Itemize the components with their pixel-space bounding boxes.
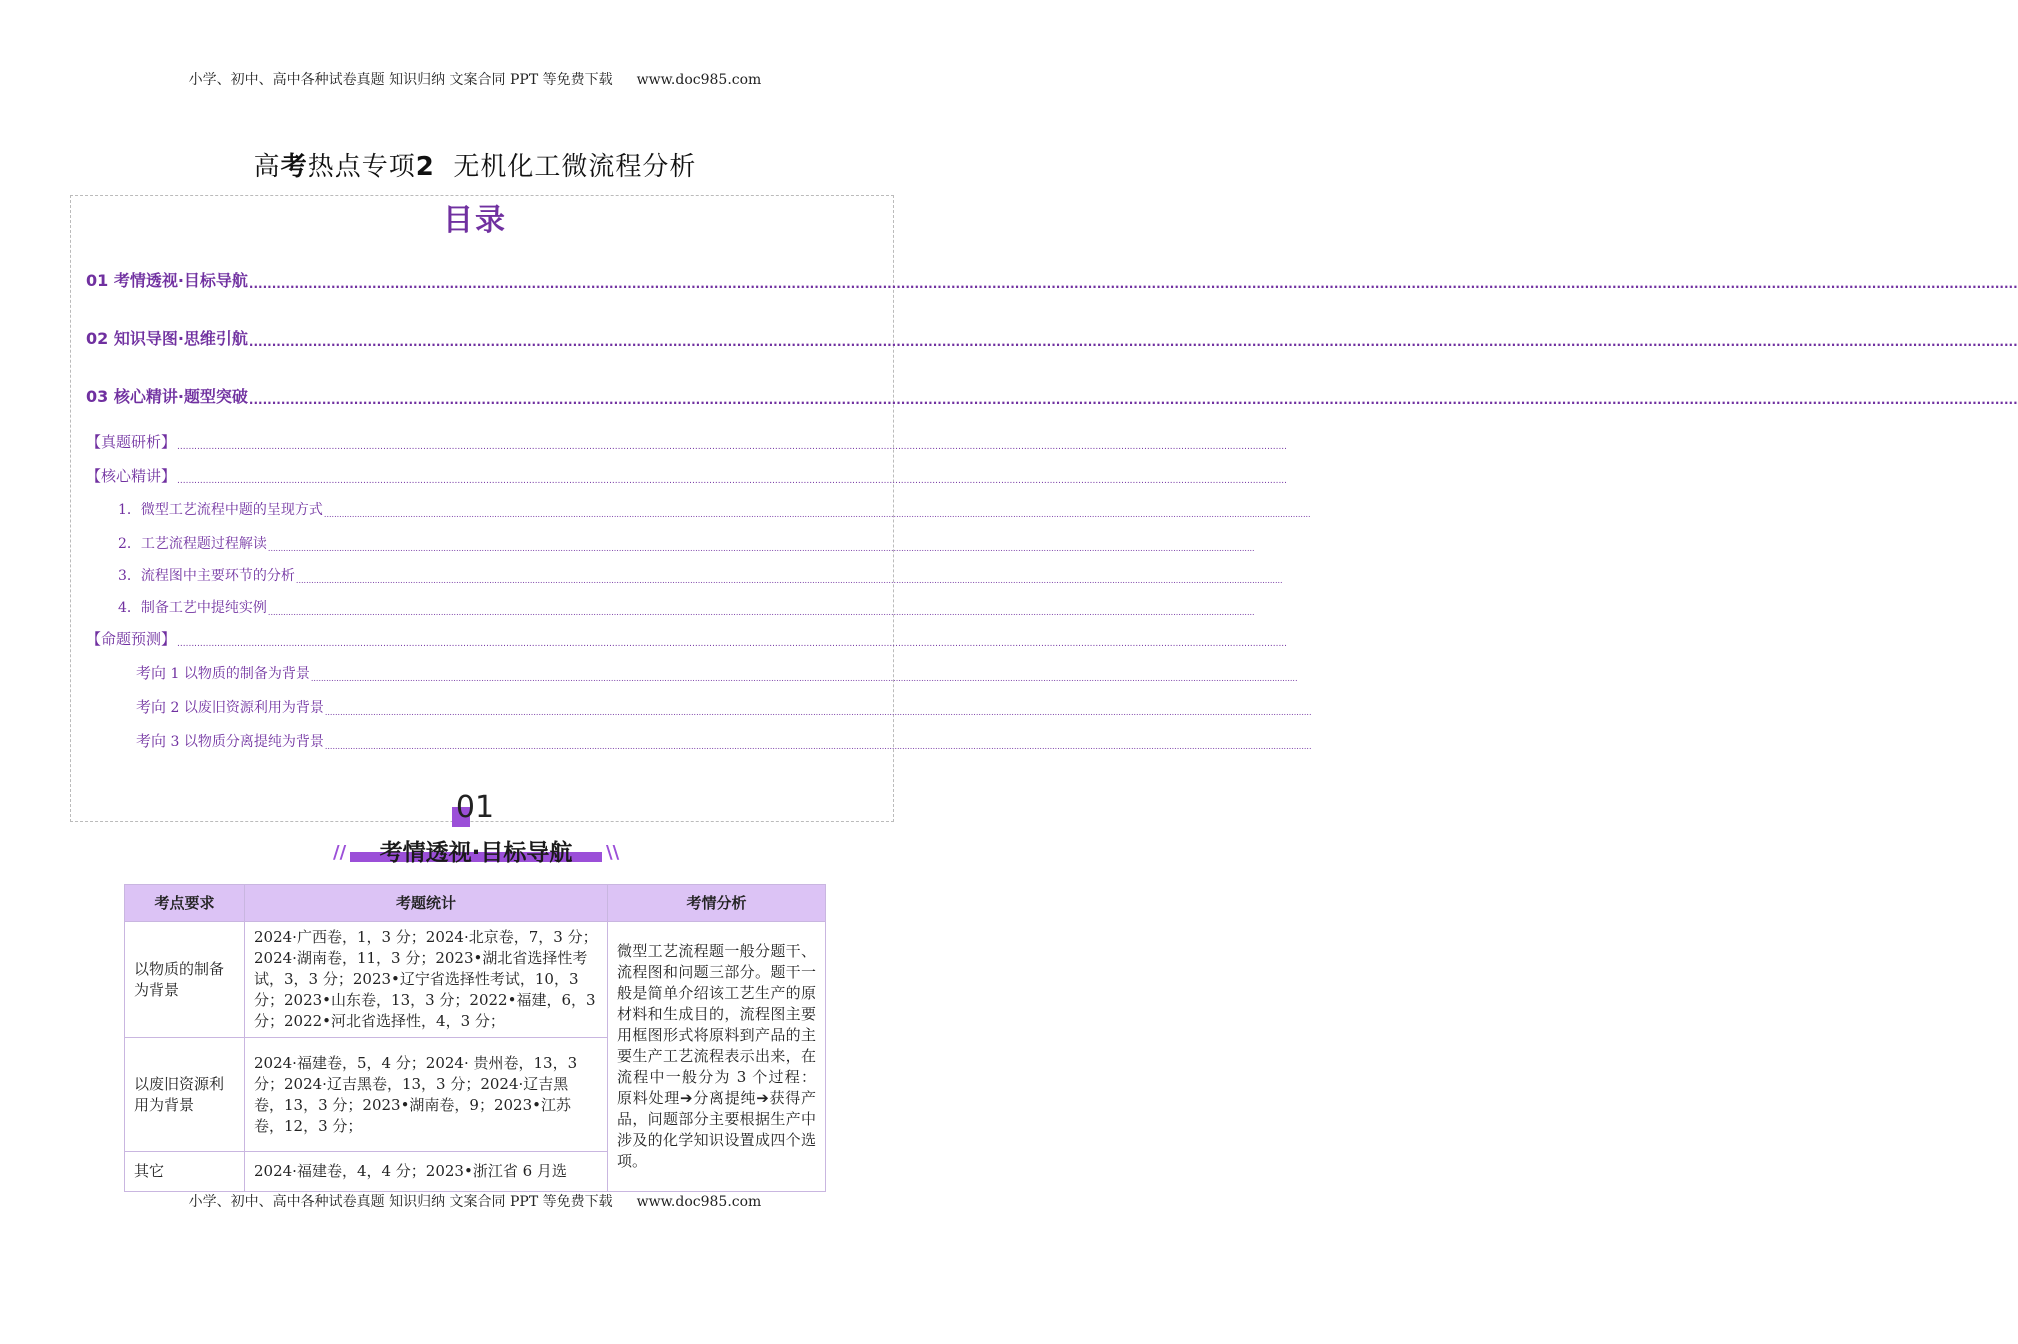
- footer-text: 小学、初中、高中各种试卷真题 知识归纳 文案合同 PPT 等免费下载: [188, 1194, 613, 1210]
- toc-item-label: 1．微型工艺流程中题的呈现方式: [118, 502, 323, 518]
- column-header: 考题统计: [245, 885, 608, 922]
- toc-item-prefix: 考向: [136, 732, 167, 750]
- page-header: [0, 69, 950, 89]
- title-number: 2: [415, 152, 435, 182]
- toc-item-level2[interactable]: [86, 465, 1288, 486]
- title-part: 无机化工微流程分析: [434, 152, 697, 182]
- toc-item-label: 4．制备工艺中提纯实例: [118, 600, 267, 616]
- toc-leader: ....................................................................................................................................................................................................................................................................................................................................................................................................: [324, 742, 1312, 751]
- exam-point-cell: 其它: [125, 1152, 245, 1192]
- toc-leader: ....................................................................................................................................................................................................................................................................................................................................................................................................: [177, 442, 1288, 452]
- toc-item-level2[interactable]: [86, 628, 1288, 649]
- exam-stats-cell: 2024·广西卷，1，3 分；2024·北京卷，7，3 分；2024·湖南卷，11，3 分；2023•湖北省选择性考试，3，3 分；2023•辽宁省选择性考试，10，3 分；2023•山东卷，13，3 分；2022•福建，6，3 分；2022•河北省选择性，4，3 分；: [245, 922, 608, 1038]
- toc-leader: ....................................................................................................................................................................................................................................................................................................................................................................................................: [323, 510, 1311, 519]
- toc-leader: ....................................................................................................................................................................................................................................................................................................................................................................................................: [177, 639, 1288, 649]
- toc-item-level1[interactable]: [86, 268, 2018, 291]
- title-part: 热点专项: [307, 152, 416, 182]
- toc-item-label: 1 以物质的制备为背景: [166, 666, 310, 682]
- toc-leader: ....................................................................................................................................................................................................................................................................................................................................................................................................: [267, 544, 1255, 553]
- table-header-row: [125, 885, 826, 922]
- toc-leader: ....................................................................................................................................................................................................................................................................................................................................................................................................: [248, 277, 2018, 291]
- toc-leader: ....................................................................................................................................................................................................................................................................................................................................................................................................: [248, 335, 2018, 349]
- toc-item-level3[interactable]: [136, 662, 1298, 683]
- title-bold-part: 考: [280, 152, 308, 182]
- toc-item-level3[interactable]: [136, 730, 1312, 751]
- exam-point-cell: 以物质的制备为背景: [125, 922, 245, 1038]
- section-title: 考情透视·目标导航: [379, 840, 573, 866]
- table-row: [125, 922, 826, 1038]
- toc-item-label: 【真题研析】: [86, 433, 177, 451]
- toc-item-level1[interactable]: [86, 384, 2018, 407]
- toc-item-label: 3．流程图中主要环节的分析: [118, 568, 295, 584]
- toc-leader: ....................................................................................................................................................................................................................................................................................................................................................................................................: [177, 476, 1288, 486]
- toc-leader: ....................................................................................................................................................................................................................................................................................................................................................................................................: [248, 393, 2018, 407]
- column-header: 考点要求: [125, 885, 245, 922]
- toc-heading: 目录: [443, 203, 507, 238]
- toc-leader: ....................................................................................................................................................................................................................................................................................................................................................................................................: [324, 708, 1312, 717]
- column-header: 考情分析: [608, 885, 826, 922]
- toc-item-level3[interactable]: [136, 696, 1312, 717]
- toc-item-level2[interactable]: [86, 431, 1288, 452]
- exam-stats-cell: 2024·福建卷，5，4 分；2024· 贵州卷，13，3 分；2024·辽吉黑卷，13，3 分；2024·辽吉黑卷，13，3 分；2023•湖南卷，9；2023•江苏卷，12，3 分；: [245, 1038, 608, 1152]
- toc-item-level3[interactable]: [118, 565, 1283, 585]
- banner-slash-right-icon: \\: [606, 842, 620, 863]
- toc-item-label: 2 以废旧资源利用为背景: [166, 700, 324, 716]
- toc-item-label: 2．工艺流程题过程解读: [118, 536, 267, 552]
- toc-leader: ....................................................................................................................................................................................................................................................................................................................................................................................................: [310, 674, 1298, 683]
- toc-item-prefix: 考向: [136, 664, 167, 682]
- footer-url[interactable]: www.doc985.com: [636, 1194, 762, 1210]
- toc-item-label: 【核心精讲】: [86, 467, 177, 485]
- toc-item-label: 02 知识导图·思维引航: [86, 329, 248, 348]
- section-banner: [350, 834, 602, 864]
- header-text: 小学、初中、高中各种试卷真题 知识归纳 文案合同 PPT 等免费下载: [188, 72, 613, 88]
- toc-item-level3[interactable]: [118, 597, 1255, 617]
- toc-item-level3[interactable]: [118, 499, 1311, 519]
- toc-leader: ....................................................................................................................................................................................................................................................................................................................................................................................................: [295, 576, 1283, 585]
- analysis-cell: 微型工艺流程题一般分题干、流程图和问题三部分。题干一般是简单介绍该工艺生产的原材料和生成目的，流程图主要用框图形式将原料到产品的主要生产工艺流程表示出来，在流程中一般分为 3 个过程：原料处理➔分离提纯➔获得产品，问题部分主要根据生产中涉及的化学知识设置成四个选项。: [608, 922, 826, 1192]
- title-part: 高: [253, 152, 281, 182]
- exam-point-cell: 以废旧资源利用为背景: [125, 1038, 245, 1152]
- section-number: 01: [455, 790, 495, 825]
- document-title: [0, 146, 950, 183]
- toc-item-prefix: 考向: [136, 698, 167, 716]
- header-url[interactable]: www.doc985.com: [636, 72, 762, 88]
- exam-stats-cell: 2024·福建卷，4，4 分；2023•浙江省 6 月选: [245, 1152, 608, 1192]
- toc-item-label: 【命题预测】: [86, 630, 177, 648]
- toc-item-level1[interactable]: [86, 326, 2018, 349]
- toc-item-label: 01 考情透视·目标导航: [86, 271, 248, 290]
- exam-analysis-table: [124, 884, 826, 1192]
- banner-slash-left-icon: //: [333, 842, 347, 863]
- toc-item-level3[interactable]: [118, 533, 1255, 553]
- toc-leader: ....................................................................................................................................................................................................................................................................................................................................................................................................: [267, 608, 1255, 617]
- toc-item-label: 3 以物质分离提纯为背景: [166, 734, 324, 750]
- toc-item-label: 03 核心精讲·题型突破: [86, 387, 248, 406]
- page-footer: [0, 1191, 950, 1211]
